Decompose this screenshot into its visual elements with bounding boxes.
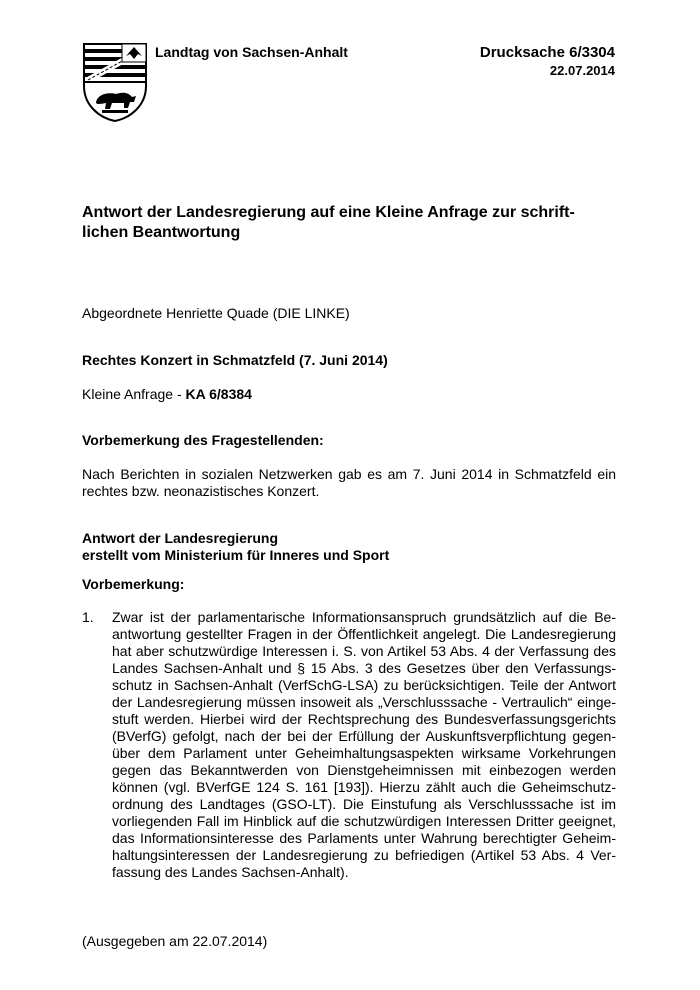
title-line: lichen Beantwortung	[82, 224, 241, 241]
item-line: antwortung gestellter Fragen in der Öffentlichkeit angelegt. Die Landesregierung	[112, 626, 616, 642]
coat-of-arms-icon	[82, 42, 148, 122]
item-line: Landes Sachsen-Anhalt und § 15 Abs. 3 des Gesetzes über den Verfassungs-	[112, 660, 616, 676]
item-line: vorliegenden Fall im Hinblick auf die schutzwürdigen Interessen Dritter geeignet,	[112, 813, 616, 829]
document-number-block	[480, 44, 615, 78]
numbered-item	[82, 609, 616, 881]
inquiry-number: KA 6/8384	[185, 386, 252, 402]
preliminary-heading: Vorbemerkung des Fragestellenden:	[82, 432, 324, 448]
issue-date-footer: (Ausgegeben am 22.07.2014)	[82, 933, 268, 949]
item-line: über dem Parlament unter Geheimhaltungsaspekten wirksame Vorkehrungen	[112, 745, 616, 761]
author-line: Abgeordnete Henriette Quade (DIE LINKE)	[82, 305, 350, 321]
item-line: (BVerfG) gefolgt, nach der bei der Erfüllung der Auskunftsverpflichtung gegen-	[112, 728, 616, 744]
item-line: gegen das Bekanntwerden von Dienstgeheimnissen mit einbezogen werden	[112, 762, 616, 778]
item-line: ordnung des Landtages (GSO-LT). Die Einstufung als Verschlusssache ist im	[112, 796, 616, 812]
item-text	[112, 609, 616, 881]
subject-line: Rechtes Konzert in Schmatzfeld (7. Juni 2014)	[82, 352, 388, 368]
item-line: schutz in Sachsen-Anhalt (VerfSchG-LSA) zu berücksichtigen. Teile der Antwort	[112, 677, 616, 693]
answer-heading: Antwort der Landesregierung	[82, 530, 279, 546]
item-line: haltungsinteressen der Landesregierung zu befriedigen (Artikel 53 Abs. 4 Ver-	[112, 847, 616, 863]
document-title	[82, 203, 616, 243]
inquiry-prefix: Kleine Anfrage -	[82, 386, 186, 402]
title-line: Antwort der Landesregierung auf eine Kleine Anfrage zur schrift-	[82, 204, 575, 221]
item-line: fassung des Landes Sachsen-Anhalt).	[112, 864, 349, 880]
vorbemerkung-heading: Vorbemerkung:	[82, 576, 185, 592]
institution-name: Landtag von Sachsen-Anhalt	[155, 44, 348, 60]
item-line: hat aber schutzwürdige Interessen i. S. von Artikel 53 Abs. 4 der Verfassung des	[112, 643, 616, 659]
item-number: 1.	[82, 609, 94, 625]
paragraph-line: Nach Berichten in sozialen Netzwerken gab es am 7. Juni 2014 in Schmatzfeld ein	[82, 466, 616, 482]
answer-subheading: erstellt vom Ministerium für Inneres und Sport	[82, 547, 390, 563]
item-line: das Informationsinteresse des Parlaments unter Wahrung berechtigter Geheim-	[112, 830, 616, 846]
inquiry-reference	[82, 386, 252, 403]
paragraph-line: rechtes bzw. neonazistisches Konzert.	[82, 483, 320, 499]
item-line: können (vgl. BVerfGE 124 S. 161 [193]). Hierzu zählt auch die Geheimschutz-	[112, 779, 616, 795]
item-line: der Landesregierung müssen insoweit als „Verschlusssache - Vertraulich“ einge-	[112, 694, 616, 710]
drucksache-number: Drucksache 6/3304	[479, 44, 615, 61]
item-line: stuft werden. Hierbei wird der Rechtsprechung des Bundesverfassungsgerichts	[112, 711, 616, 727]
item-line: Zwar ist der parlamentarische Informationsanspruch grundsätzlich auf die Be-	[112, 609, 616, 625]
document-date: 22.07.2014	[549, 63, 615, 78]
preliminary-paragraph	[82, 466, 616, 500]
